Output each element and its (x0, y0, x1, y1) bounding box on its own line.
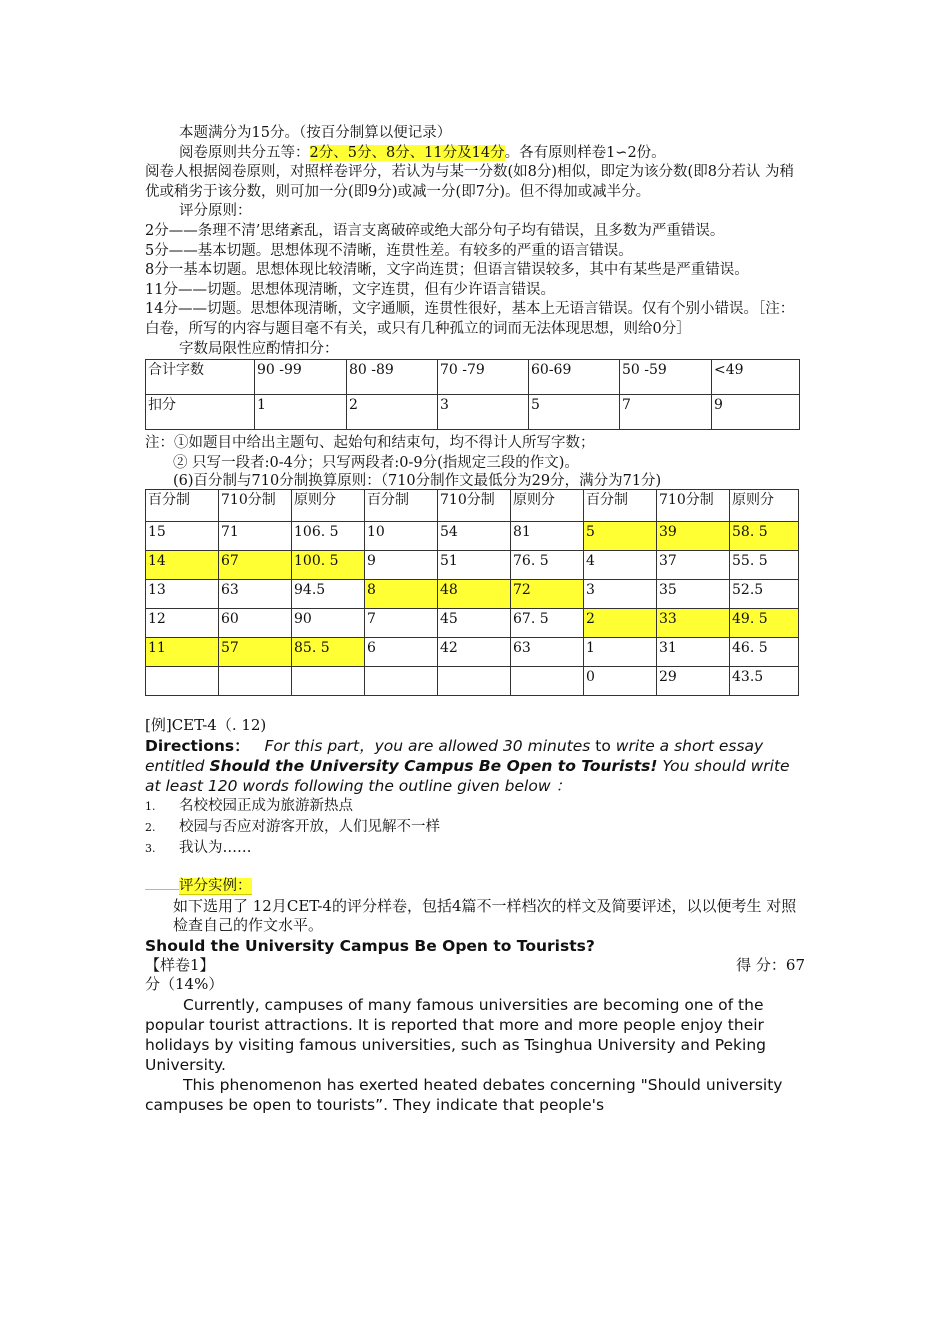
outline-item: 1. 名校校园正成为旅游新热点 (145, 797, 353, 814)
table-cell: 31 (657, 638, 730, 667)
criteria-item: 14分——切题。思想体现清晰，文字通顺，连贯性很好，基本上无语言错误。仅有个别小错误。［注：白卷，所写的内容与题目毫不有关，或只有几种孤立的词而无法体现思想，则给0分］ (145, 301, 795, 337)
table-cell: 60 (219, 609, 292, 638)
table-cell: 29 (657, 667, 730, 696)
intro-line-1: 本题满分为15分。（按百分制算以便记录） (179, 125, 452, 141)
table-cell: 60-69 (529, 360, 620, 395)
column-header: 百分制 (365, 490, 438, 522)
table-cell: 2 (347, 395, 438, 430)
example-label: [例]CET-4（. 12) (145, 716, 267, 735)
table-cell: 7 (365, 609, 438, 638)
table-cell: 7 (620, 395, 712, 430)
word-count-heading: 字数局限性应酌情扣分： (179, 340, 339, 357)
table-cell: 1 (255, 395, 347, 430)
table-cell: 5 (584, 522, 657, 551)
table-cell: 72 (511, 580, 584, 609)
table-cell (511, 667, 584, 696)
table-row (146, 609, 799, 638)
table-cell: 35 (657, 580, 730, 609)
table-cell: 8 (365, 580, 438, 609)
table-cell: 合计字数 (146, 360, 255, 395)
table-row (146, 522, 799, 551)
criteria-item: 2分——条理不清’思绪紊乱，语言支离破碎或绝大部分句子均有错误，且多数为严重错误。 (145, 222, 725, 239)
conversion-table (145, 489, 799, 696)
table-cell: 39 (657, 522, 730, 551)
samples-intro: 如下选用了 12月CET-4的评分样卷，包括4篇不一样档次的样文及简要评述，以以便考生 对照检查自己的作文水平。 (173, 896, 797, 935)
note-3: (6)百分制与710分制换算原则：（710分制作文最低分为29分，满分为71分) (173, 473, 662, 490)
table-cell: 106. 5 (292, 522, 365, 551)
table-cell: 48 (438, 580, 511, 609)
column-header: 原则分 (730, 490, 799, 522)
table-cell: 58. 5 (730, 522, 799, 551)
note-2: ② 只写一段者:0-4分；只写两段者:0-9分(指规定三段的作文)。 (173, 454, 579, 471)
directions-text-3: write a short essay entitled (145, 736, 764, 775)
table-cell: 9 (365, 551, 438, 580)
table-cell: 63 (219, 580, 292, 609)
table-cell: 45 (438, 609, 511, 638)
table-row (146, 551, 799, 580)
intro-line-2 (145, 144, 805, 164)
table-cell (292, 667, 365, 696)
table-row (146, 395, 800, 430)
essay-paragraph-2: This phenomenon has exerted heated debates concerning "Should university campuses be open to tourists”. They indicate that people's (145, 1075, 783, 1114)
table-cell: 37 (657, 551, 730, 580)
table-cell: 76. 5 (511, 551, 584, 580)
table-cell: 49. 5 (730, 609, 799, 638)
table-cell: 52.5 (730, 580, 799, 609)
note-1: 注：①如题目中给出主题句、起始句和结束句，均不得计人所写字数； (145, 435, 595, 452)
table-row (146, 638, 799, 667)
table-cell: 3 (438, 395, 529, 430)
table-cell: 71 (219, 522, 292, 551)
outline-item: 2. 校园与否应对游客开放，人们见解不一样 (145, 818, 440, 835)
score-levels-highlight: 2分、5分、8分、11分及14分 (309, 144, 505, 161)
outline-item: 3. 我认为…… (145, 839, 252, 856)
sample-score: 得 分：67 (736, 955, 805, 974)
table-cell: <49 (712, 360, 800, 395)
criteria-item: 5分——基本切题。思想体现不清晰，连贯性差。有较多的严重的语言错误。 (145, 242, 633, 259)
intro-line-2-pre: 阅卷原则共分五等： (179, 144, 310, 161)
table-cell: 55. 5 (730, 551, 799, 580)
table-cell: 51 (438, 551, 511, 580)
sample-label: 【样卷1】 (145, 955, 215, 974)
table-cell (365, 667, 438, 696)
directions-text-1: For this part，you are allowed 30 minutes (264, 736, 591, 755)
table-cell: 80 -89 (347, 360, 438, 395)
table-cell: 94.5 (292, 580, 365, 609)
table-cell: 85. 5 (292, 638, 365, 667)
table-cell: 13 (146, 580, 219, 609)
table-cell: 1 (584, 638, 657, 667)
table-cell: 54 (438, 522, 511, 551)
samples-heading-line (145, 877, 805, 897)
word-count-table (145, 359, 800, 430)
table-cell: 67. 5 (511, 609, 584, 638)
essay-title: Should the University Campus Be Open to Tourists? (145, 936, 595, 955)
table-cell: 46. 5 (730, 638, 799, 667)
table-row (146, 360, 800, 395)
table-cell: 81 (511, 522, 584, 551)
table-cell (146, 667, 219, 696)
samples-heading: 评分实例： (179, 877, 252, 894)
table-cell: 3 (584, 580, 657, 609)
table-header-row (146, 490, 799, 522)
table-cell (438, 667, 511, 696)
column-header: 百分制 (584, 490, 657, 522)
essay-paragraph-1: Currently, campuses of many famous universities are becoming one of the popular tourist attractions. It is reported that more and more people enjoy their holidays by visiting famous universities, such as Tsinghua University and Peking University. (145, 995, 767, 1074)
table-cell: 5 (529, 395, 620, 430)
table-row (146, 580, 799, 609)
column-header: 原则分 (511, 490, 584, 522)
essay-prompt-title: Should the University Campus Be Open to Tourists! (209, 756, 658, 775)
column-header: 原则分 (292, 490, 365, 522)
intro-paragraph: 阅卷人根据阅卷原则，对照样卷评分，若认为与某一分数(如8分)相似，即定为该分数(即8分若认 为稍优或稍劣于该分数，则可加一分(即9分)或减一分(即7分)。但不得加或减半分。 (145, 164, 795, 200)
table-cell: 90 -99 (255, 360, 347, 395)
table-cell: 50 -59 (620, 360, 712, 395)
column-header: 710分制 (657, 490, 730, 522)
document-page (145, 124, 805, 1115)
table-cell: 42 (438, 638, 511, 667)
column-header: 710分制 (219, 490, 292, 522)
directions-text-4: You should write at least 120 words following the outline given below ： (145, 756, 790, 795)
table-cell: 4 (584, 551, 657, 580)
table-cell: 6 (365, 638, 438, 667)
directions-text-2: to (590, 736, 616, 755)
table-cell: 14 (146, 551, 219, 580)
table-cell: 90 (292, 609, 365, 638)
table-cell (219, 667, 292, 696)
intro-line-2-post: 。各有原则样卷1∽2份。 (504, 144, 666, 161)
table-cell: 63 (511, 638, 584, 667)
table-row (146, 667, 799, 696)
directions-label: Directions： (145, 736, 250, 755)
criteria-item: 8分一基本切题。思想体现比较清晰，文字尚连贯；但语言错误较多，其中有某些是严重错误。 (145, 262, 749, 279)
table-cell: 70 -79 (438, 360, 529, 395)
table-cell: 12 (146, 609, 219, 638)
sample-header (145, 956, 805, 976)
table-cell: 2 (584, 609, 657, 638)
table-cell: 67 (219, 551, 292, 580)
table-cell: 0 (584, 667, 657, 696)
table-cell: 15 (146, 522, 219, 551)
criteria-item: 11分——切题。思想体现清晰，文字连贯，但有少许语言错误。 (145, 281, 555, 298)
criteria-heading: 评分原则： (179, 203, 252, 220)
table-cell: 33 (657, 609, 730, 638)
sample-score-cont: 分（14%） (145, 975, 224, 994)
table-cell: 43.5 (730, 667, 799, 696)
column-header: 百分制 (146, 490, 219, 522)
table-cell: 100. 5 (292, 551, 365, 580)
table-cell: 57 (219, 638, 292, 667)
table-cell: 9 (712, 395, 800, 430)
table-cell: 扣分 (146, 395, 255, 430)
column-header: 710分制 (438, 490, 511, 522)
table-cell: 10 (365, 522, 438, 551)
directions (145, 736, 805, 796)
table-cell: 11 (146, 638, 219, 667)
